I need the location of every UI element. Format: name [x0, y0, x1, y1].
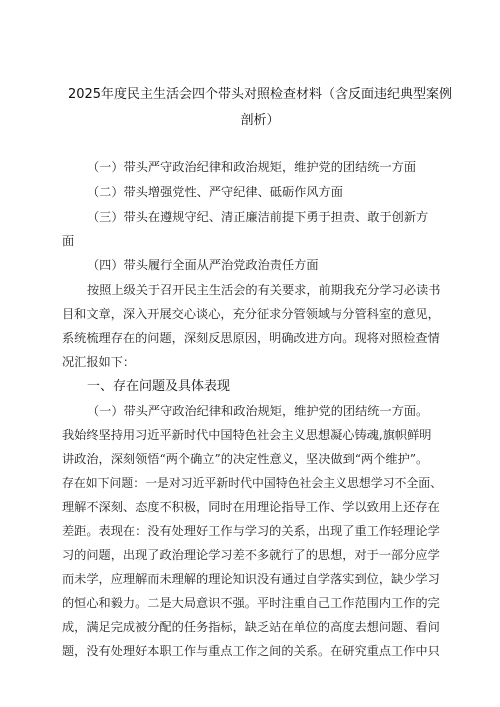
title-line-1: 2025年度民主生活会四个带头对照检查材料（含反面违纪典型案例 [67, 87, 453, 102]
section-1-line-2: 我始终坚持用习近平新时代中国特色社会主义思想凝心铸魂,旗帜鲜明 [62, 428, 432, 442]
section-1-line-5: 理解不深刻、态度不积极，同时在用理论指导工作、学以致用上还存在 [62, 500, 440, 514]
intro-line-4: 况汇报如下： [62, 355, 136, 369]
outline-item-3: （三）带头在遵规守纪、清正廉洁前提下勇于担责、敢于创新方 [87, 210, 429, 224]
outline-item-2: （二）带头增强党性、严守纪律、砥砺作风方面 [87, 185, 343, 199]
intro-line-2: 目和文章，深入开展交心谈心，充分征求分管领域与分管科室的意见， [62, 307, 440, 321]
section-1-line-8: 而未学，应理解而未理解的理论知识没有通过自学落实到位，缺少学习 [62, 572, 440, 586]
section-1-line-7: 习的问题，出现了政治理论学习差不多就行了的思想，对于一部分应学 [62, 548, 440, 562]
section-1-line-6: 差距。表现在：没有处理好工作与学习的关系，出现了重工作轻理论学 [62, 524, 440, 538]
intro-line-1: 按照上级关于召开民主生活会的有关要求，前期我充分学习必读书 [87, 283, 441, 297]
section-1-line-10: 成，满足完成被分配的任务指标，缺乏站在单位的高度去想问题、看问 [62, 620, 440, 634]
section-1-line-9: 的恒心和毅力。二是大局意识不强。平时注重自己工作范围内工作的完 [62, 596, 440, 610]
section-1-line-3: 讲政治，深刻领悟“两个确立”的决定性意义，坚决做到“两个维护”。 [62, 452, 429, 466]
section-1-line-11: 题，没有处理好本职工作与重点工作之间的关系。在研究重点工作中只 [62, 644, 440, 658]
section-1-heading: 一、存在问题及具体表现 [87, 379, 231, 394]
intro-line-3: 系统梳理存在的问题，深刻反思原因，明确改进方向。现将对照检查情 [62, 331, 440, 345]
title-line-2: 剖析） [240, 113, 280, 128]
outline-item-1: （一）带头严守政治纪律和政治规矩，维护党的团结统一方面 [87, 160, 417, 174]
outline-item-4: （四）带头履行全面从严治党政治责任方面 [87, 258, 319, 272]
outline-item-3-cont: 面 [62, 234, 75, 248]
section-1-line-4: 存在如下问题：一是对习近平新时代中国特色社会主义思想学习不全面、 [62, 476, 442, 490]
section-1-line-1: （一）带头严守政治纪律和政治规矩，维护党的团结统一方面。 [87, 404, 429, 418]
